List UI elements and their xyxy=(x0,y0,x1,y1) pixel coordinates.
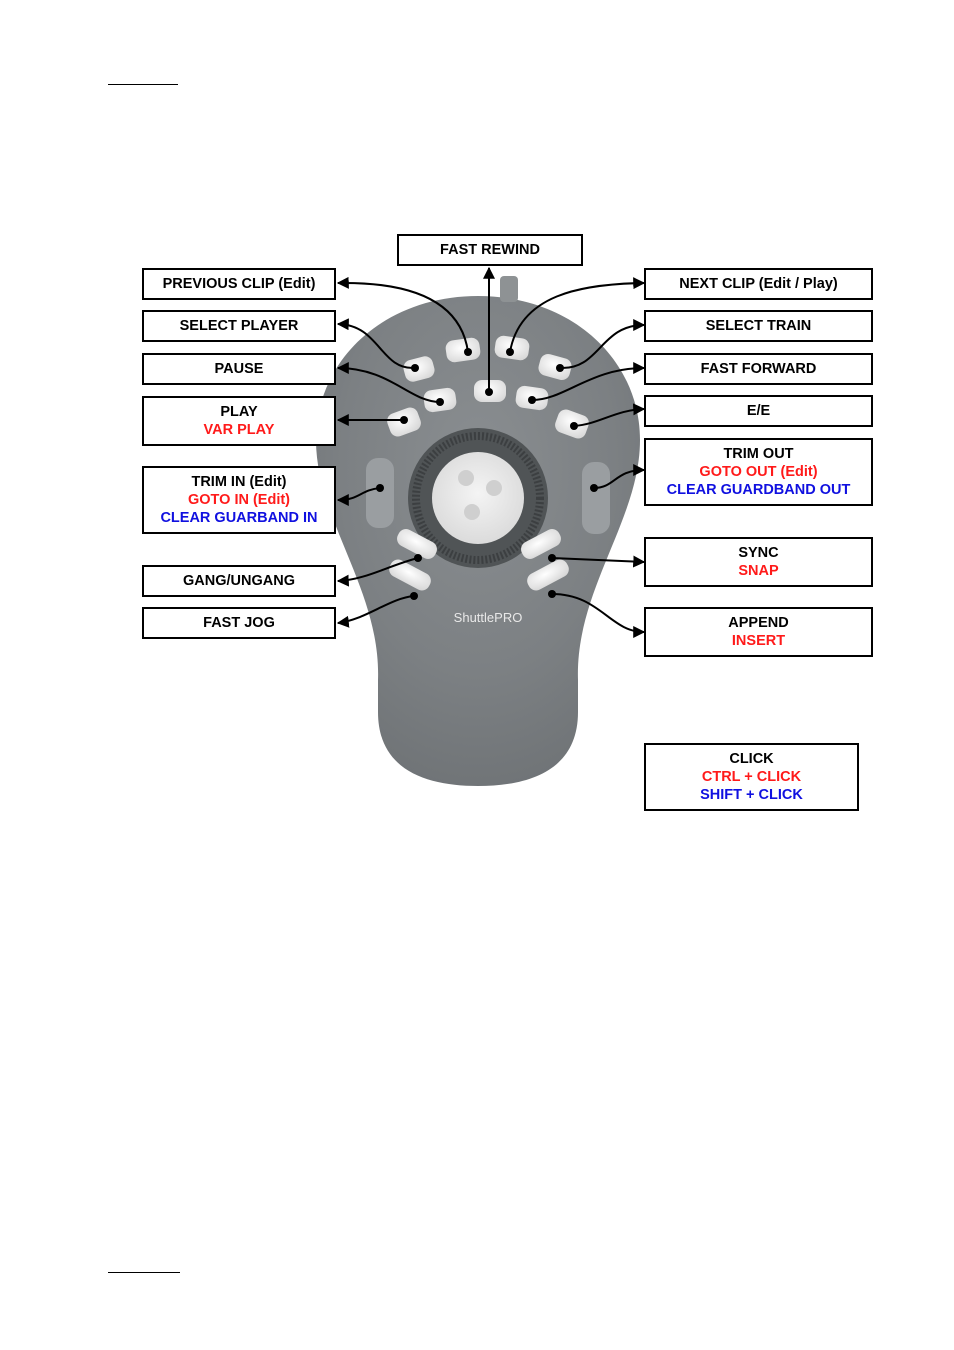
side-button-left xyxy=(366,458,394,528)
label-sync xyxy=(644,537,873,587)
label-text: E/E xyxy=(746,403,771,419)
label-text: FAST REWIND xyxy=(440,242,540,258)
legend-click: CLICK xyxy=(729,751,774,767)
label-text-ctrl: VAR PLAY xyxy=(203,422,275,438)
jog-wheel xyxy=(432,452,524,544)
label-text: PAUSE xyxy=(214,361,264,377)
legend-ctrl-click: CTRL + CLICK xyxy=(701,769,802,785)
label-text: FAST JOG xyxy=(203,615,275,631)
jog-dimple-3 xyxy=(464,504,480,520)
side-button-right xyxy=(582,462,610,534)
label-text: PREVIOUS CLIP (Edit) xyxy=(162,276,316,292)
label-trim-out xyxy=(644,438,873,506)
label-text-shift: CLEAR GUARBAND IN xyxy=(160,510,318,526)
legend-box xyxy=(644,743,859,811)
label-append xyxy=(644,607,873,657)
label-gang-ungang xyxy=(142,565,336,597)
label-text-ctrl: SNAP xyxy=(738,563,779,579)
label-play xyxy=(142,396,336,446)
label-text: TRIM OUT xyxy=(723,446,794,462)
label-text: APPEND xyxy=(728,615,789,631)
label-text-shift: CLEAR GUARDBAND OUT xyxy=(666,482,851,498)
label-text-ctrl: GOTO IN (Edit) xyxy=(187,492,291,508)
label-text: SELECT TRAIN xyxy=(705,318,812,334)
label-text-ctrl: INSERT xyxy=(731,633,786,649)
label-text: TRIM IN (Edit) xyxy=(191,474,287,490)
label-text: SELECT PLAYER xyxy=(179,318,299,334)
label-ee xyxy=(644,395,873,427)
jog-dimple-1 xyxy=(458,470,474,486)
cable-stub xyxy=(500,276,518,302)
label-fast-forward xyxy=(644,353,873,385)
label-text-ctrl: GOTO OUT (Edit) xyxy=(699,464,818,480)
label-select-player xyxy=(142,310,336,342)
label-fast-jog xyxy=(142,607,336,639)
label-next-clip xyxy=(644,268,873,300)
label-select-train xyxy=(644,310,873,342)
label-text: NEXT CLIP (Edit / Play) xyxy=(679,276,838,292)
label-trim-in xyxy=(142,466,336,534)
brand-label: ShuttlePRO xyxy=(453,610,523,625)
label-text: PLAY xyxy=(220,404,258,420)
label-pause xyxy=(142,353,336,385)
jog-dimple-2 xyxy=(486,480,502,496)
label-text: SYNC xyxy=(738,545,779,561)
label-fast-rewind xyxy=(397,234,583,266)
label-previous-clip xyxy=(142,268,336,300)
label-text: GANG/UNGANG xyxy=(183,573,295,589)
label-text: FAST FORWARD xyxy=(700,361,817,377)
legend-shift-click: SHIFT + CLICK xyxy=(700,787,803,803)
